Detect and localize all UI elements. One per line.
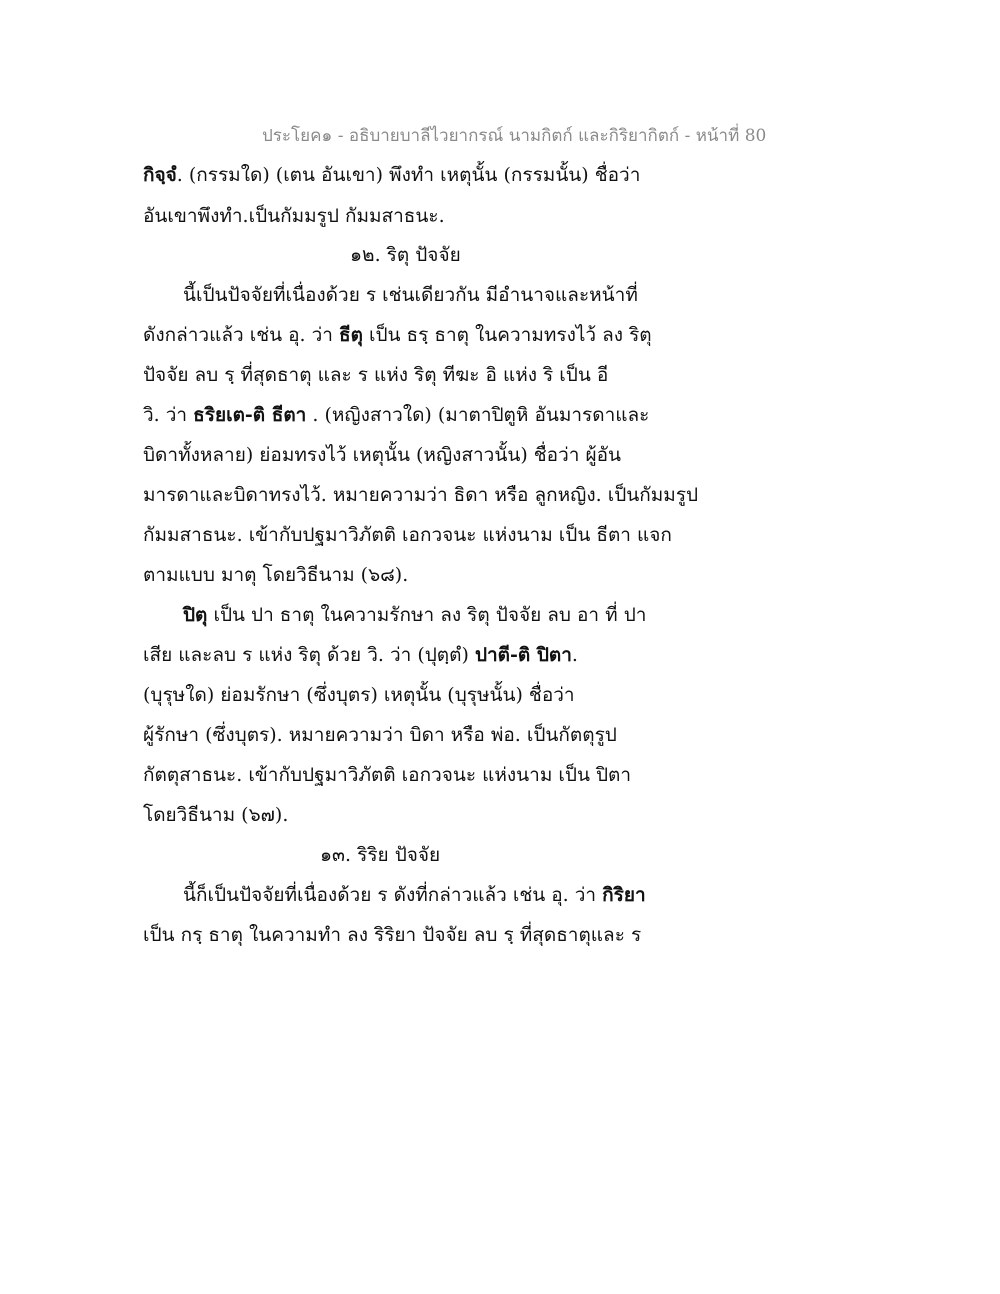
- text-run: มารดาและบิดาทรงไว้. หมายความว่า ธิดา หรือ ลูกหญิง. เป็นกัมมรูป: [143, 484, 699, 506]
- text-run: เสีย และลบ ร แห่ง ริตุ ด้วย วิ. ว่า (ปุตฺตํ): [143, 644, 475, 666]
- bold-term: กิจฺจํ: [143, 164, 177, 186]
- text-line-4: [183, 282, 638, 308]
- section-heading-13: [320, 842, 440, 868]
- bold-term: ธีตุ: [338, 324, 363, 346]
- bold-term: กิริยา: [602, 884, 646, 906]
- text-run: บิดาทั้งหลาย) ย่อมทรงไว้ เหตุนั้น (หญิงสาวนั้น) ชื่อว่า ผู้อัน: [143, 444, 621, 466]
- text-line-9: [143, 482, 698, 508]
- bold-term: ปาตี-ติ ปิตา: [474, 644, 572, 666]
- text-line-19: [183, 882, 646, 908]
- text-line-7: [143, 402, 649, 428]
- text-line-6: [143, 362, 608, 388]
- text-run: ๑๓. ริริย ปัจจัย: [320, 844, 441, 866]
- text-run: ปัจจัย ลบ รฺ ที่สุดธาตุ และ ร แห่ง ริตุ ทีฆะ อิ แห่ง ริ เป็น อี: [143, 364, 609, 386]
- text-run: ตามแบบ มาตุ โดยวิธีนาม (๖๘).: [143, 564, 409, 586]
- page-header: ประโยค๑ - อธิบายบาลีไวยากรณ์ นามกิตก์ และกิริยากิตก์ - หน้าที่ 80: [262, 126, 767, 146]
- text-line-20: [143, 922, 641, 948]
- text-run: เป็น กรฺ ธาตุ ในความทำ ลง ริริยา ปัจจัย ลบ รฺ ที่สุดธาตุและ ร: [143, 924, 642, 946]
- text-run: ๑๒. ริตุ ปัจจัย: [350, 244, 461, 266]
- text-line-13: [143, 642, 578, 668]
- text-run: ผู้รักษา (ซึ่งบุตร). หมายความว่า บิดา หรือ พ่อ. เป็นกัตตุรูป: [143, 724, 617, 746]
- text-line-17: [143, 802, 288, 828]
- text-line-11: [143, 562, 408, 588]
- text-run: . (หญิงสาวใด) (มาตาปิตูหิ อันมารดาและ: [306, 404, 650, 426]
- text-run: กัมมสาธนะ. เข้ากับปฐมาวิภัตติ เอกวจนะ แห่งนาม เป็น ธีตา แจก: [143, 524, 672, 546]
- text-line-10: [143, 522, 672, 548]
- bold-term: ธริยเต-ติ ธีตา: [193, 404, 307, 426]
- text-run: วิ. ว่า: [143, 404, 194, 426]
- text-line-15: [143, 722, 617, 748]
- section-heading-12: [350, 242, 461, 268]
- text-line-14: [143, 682, 575, 708]
- text-run: เป็น ปา ธาตุ ในความรักษา ลง ริตุ ปัจจัย ลบ อา ที่ ปา: [207, 604, 647, 626]
- text-run: . (กรรมใด) (เตน อันเขา) พึงทำ เหตุนั้น (กรรมนั้น) ชื่อว่า: [176, 164, 641, 186]
- text-run: นี้เป็นปัจจัยที่เนื่องด้วย ร เช่นเดียวกัน มีอำนาจและหน้าที่: [183, 284, 638, 306]
- bold-term: ปิตุ: [183, 604, 208, 626]
- text-run: (บุรุษใด) ย่อมรักษา (ซึ่งบุตร) เหตุนั้น (บุรุษนั้น) ชื่อว่า: [143, 684, 575, 706]
- text-line-16: [143, 762, 631, 788]
- text-run: กัตตุสาธนะ. เข้ากับปฐมาวิภัตติ เอกวจนะ แห่งนาม เป็น ปิตา: [143, 764, 632, 786]
- text-run: อันเขาพึงทำ.เป็นกัมมรูป กัมมสาธนะ.: [143, 205, 445, 227]
- text-line-2: [143, 203, 445, 229]
- text-run: โดยวิธีนาม (๖๗).: [143, 804, 289, 826]
- text-line-1: [143, 162, 640, 188]
- text-line-5: [143, 322, 652, 348]
- text-line-12: [183, 602, 646, 628]
- text-run: นี้ก็เป็นปัจจัยที่เนื่องด้วย ร ดังที่กล่าวแล้ว เช่น อุ. ว่า: [183, 884, 603, 906]
- text-run: .: [571, 644, 578, 666]
- text-run: เป็น ธรฺ ธาตุ ในความทรงไว้ ลง ริตุ: [362, 324, 652, 346]
- text-run: ดังกล่าวแล้ว เช่น อุ. ว่า: [143, 324, 339, 346]
- text-line-8: [143, 442, 621, 468]
